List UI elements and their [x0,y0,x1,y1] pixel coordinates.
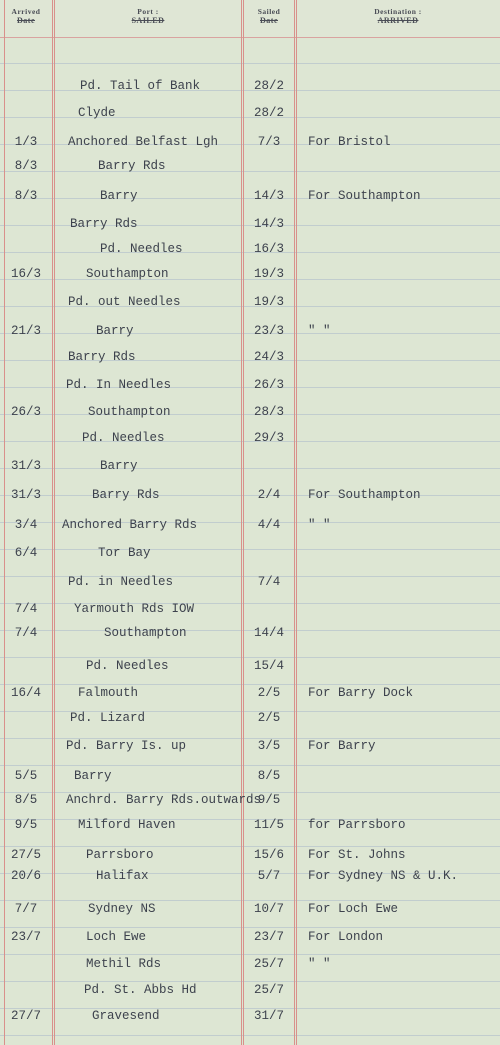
sailed-cell: 28/3 [253,405,284,419]
destination-cell: For Loch Ewe [308,902,399,916]
destination-cell: " " [308,957,331,971]
arrived-cell: 5/5 [14,769,38,783]
destination-cell: For London [308,930,384,944]
port-cell: Pd. Needles [100,242,183,256]
sailed-cell: 4/4 [257,518,281,532]
destination-cell: For Bristol [308,135,391,149]
sailed-cell: 14/3 [253,217,284,231]
port-cell: Barry Rds [98,159,166,173]
sailed-cell: 5/7 [257,869,281,883]
header-arrived: Arrived Date [11,7,41,25]
port-cell: Barry Rds [92,488,160,502]
header-port: Port : SAILED [131,7,165,25]
header-sailed: Sailed Date [257,7,281,25]
port-cell: Loch Ewe [86,930,147,944]
port-cell: Clyde [78,106,116,120]
arrived-cell: 31/3 [10,459,41,473]
port-cell: Parrsboro [86,848,154,862]
arrived-cell: 1/3 [14,135,38,149]
sailed-cell: 29/3 [253,431,284,445]
sailed-cell: 16/3 [253,242,284,256]
arrived-cell: 23/7 [10,930,41,944]
destination-cell: For Barry Dock [308,686,414,700]
sailed-cell: 26/3 [253,378,284,392]
arrived-cell: 27/5 [10,848,41,862]
arrived-cell: 7/4 [14,626,38,640]
port-cell: Sydney NS [88,902,156,916]
sailed-cell: 11/5 [253,818,284,832]
sailed-cell: 19/3 [253,267,284,281]
destination-cell: " " [308,518,331,532]
port-cell: Yarmouth Rds IOW [74,602,195,616]
port-cell: Methil Rds [86,957,162,971]
sailed-cell: 2/5 [257,711,281,725]
port-cell: Barry [100,189,138,203]
port-cell: Pd. Barry Is. up [66,739,187,753]
arrived-cell: 20/6 [10,869,41,883]
sailed-cell: 7/3 [257,135,281,149]
destination-cell: For St. Johns [308,848,406,862]
sailed-cell: 2/5 [257,686,281,700]
arrived-cell: 16/4 [10,686,41,700]
arrived-cell: 3/4 [14,518,38,532]
port-cell: Barry [100,459,138,473]
sailed-cell: 15/4 [253,659,284,673]
port-cell: Pd. In Needles [66,378,172,392]
destination-cell: For Barry [308,739,376,753]
arrived-cell: 6/4 [14,546,38,560]
sailed-cell: 10/7 [253,902,284,916]
sailed-cell: 28/2 [253,79,284,93]
port-cell: Pd. Needles [82,431,165,445]
arrived-cell: 16/3 [10,267,41,281]
port-cell: Pd. out Needles [68,295,181,309]
sailed-cell: 9/5 [257,793,281,807]
destination-cell: " " [308,324,331,338]
column-rule [52,0,53,1045]
port-cell: Pd. Lizard [70,711,146,725]
destination-cell: For Sydney NS & U.K. [308,869,459,883]
port-cell: Milford Haven [78,818,176,832]
port-cell: Southampton [86,267,169,281]
header-destination: Destination : ARRIVED [374,7,422,25]
arrived-cell: 8/3 [14,159,38,173]
destination-cell: for Parrsboro [308,818,406,832]
sailed-cell: 23/3 [253,324,284,338]
port-cell: Pd. Needles [86,659,169,673]
port-cell: Gravesend [92,1009,160,1023]
port-cell: Southampton [104,626,187,640]
arrived-cell: 21/3 [10,324,41,338]
port-cell: Anchored Barry Rds [62,518,198,532]
sailed-cell: 23/7 [253,930,284,944]
arrived-cell: 8/3 [14,189,38,203]
arrived-cell: 7/7 [14,902,38,916]
port-cell: Falmouth [78,686,139,700]
sailed-cell: 24/3 [253,350,284,364]
arrived-cell: 27/7 [10,1009,41,1023]
port-cell: Barry [74,769,112,783]
sailed-cell: 2/4 [257,488,281,502]
arrived-cell: 31/3 [10,488,41,502]
destination-cell: For Southampton [308,189,421,203]
port-cell: Pd. Tail of Bank [80,79,201,93]
port-cell: Tor Bay [98,546,151,560]
sailed-cell: 8/5 [257,769,281,783]
sailed-cell: 15/6 [253,848,284,862]
port-cell: Anchored Belfast Lgh [68,135,219,149]
sailed-cell: 3/5 [257,739,281,753]
port-cell: Pd. St. Abbs Hd [84,983,197,997]
port-cell: Halifax [96,869,149,883]
arrived-cell: 8/5 [14,793,38,807]
sailed-cell: 28/2 [253,106,284,120]
sailed-cell: 14/4 [253,626,284,640]
sailed-cell: 25/7 [253,957,284,971]
destination-cell: For Southampton [308,488,421,502]
arrived-cell: 7/4 [14,602,38,616]
sailed-cell: 31/7 [253,1009,284,1023]
port-cell: Barry Rds [70,217,138,231]
sailed-cell: 25/7 [253,983,284,997]
sailed-cell: 14/3 [253,189,284,203]
arrived-cell: 9/5 [14,818,38,832]
port-cell: Barry Rds [68,350,136,364]
port-cell: Anchrd. Barry Rds.outwards [66,793,262,807]
port-cell: Barry [96,324,134,338]
arrived-cell: 26/3 [10,405,41,419]
port-cell: Pd. in Needles [68,575,174,589]
sailed-cell: 7/4 [257,575,281,589]
sailed-cell: 19/3 [253,295,284,309]
port-cell: Southampton [88,405,171,419]
